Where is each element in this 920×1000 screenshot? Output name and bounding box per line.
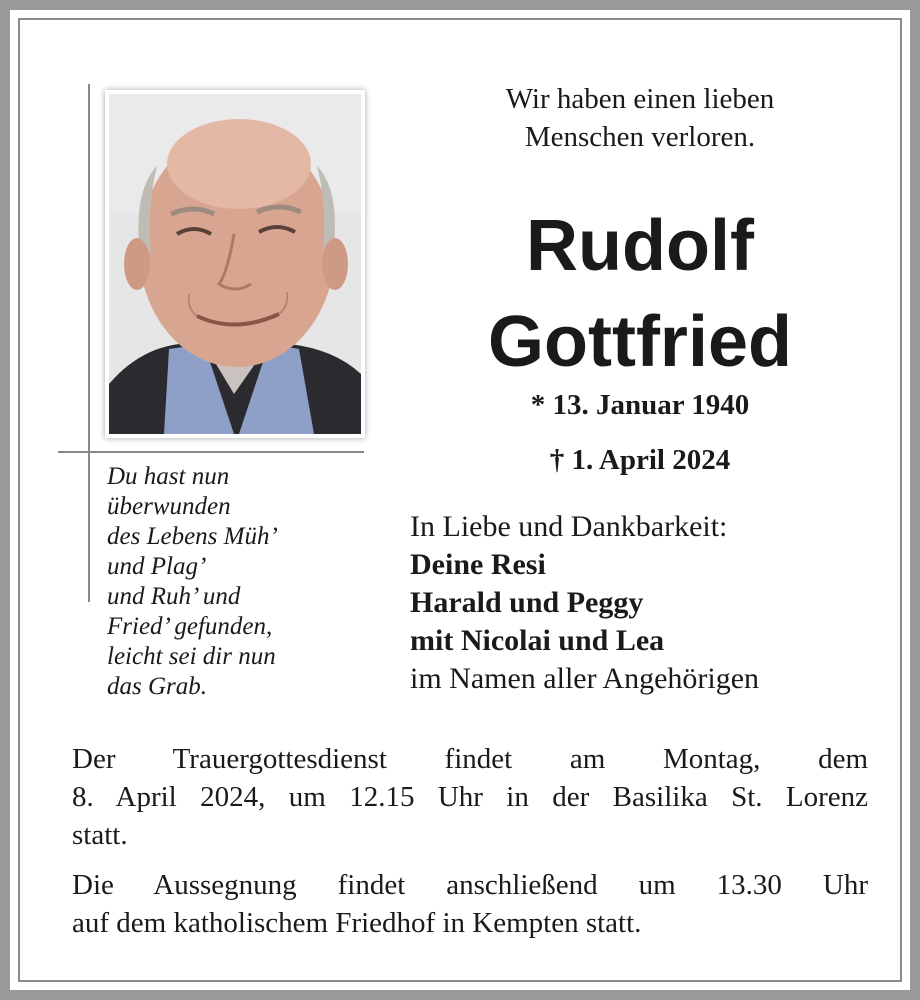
intro-line: Wir haben einen lieben (505, 83, 775, 115)
service-line: statt. (72, 819, 128, 851)
death-date: † 1. April 2024 (549, 444, 731, 476)
mourner-name: mit Nicolai und Lea (410, 624, 665, 657)
last-name: Gottfried (488, 302, 792, 382)
service-line: Der Trauergottesdienst findet am Montag, dem (72, 743, 868, 775)
thanks-closing: im Namen aller Angehörigen (410, 662, 760, 695)
blessing-line: Die Aussegnung findet anschließend um 13.30 Uhr (72, 869, 868, 901)
thanks-intro: In Liebe und Dankbarkeit: (410, 510, 728, 543)
poem-line: Fried’ gefunden, (107, 613, 273, 640)
horizontal-divider (58, 451, 364, 453)
obituary-card (10, 10, 910, 990)
poem-line: leicht sei dir nun (107, 643, 276, 670)
service-line: 8. April 2024, um 12.15 Uhr in der Basilika St. Lorenz (72, 781, 868, 813)
life-dates (440, 378, 840, 488)
service-announcement (72, 740, 868, 854)
poem-line: Du hast nun (107, 463, 230, 490)
poem-line: und Plag’ (107, 553, 207, 580)
poem-line: das Grab. (107, 673, 208, 700)
blessing-announcement (72, 866, 868, 942)
blessing-line: auf dem katholischem Friedhof in Kempten statt. (72, 907, 642, 939)
mourner-name: Deine Resi (410, 548, 546, 581)
poem-line: des Lebens Müh’ (107, 523, 278, 550)
mourner-name: Harald und Peggy (410, 586, 644, 619)
mourners-block (410, 508, 890, 698)
poem-line: und Ruh’ und (107, 583, 241, 610)
vertical-divider (88, 84, 90, 602)
poem (107, 462, 367, 702)
poem-line: überwunden (107, 493, 231, 520)
portrait-photo (105, 90, 365, 438)
birth-date: * 13. Januar 1940 (530, 389, 750, 421)
first-name: Rudolf (526, 206, 754, 286)
portrait-illustration (109, 94, 361, 434)
intro-text (450, 80, 830, 156)
deceased-name (430, 198, 850, 390)
intro-line: Menschen verloren. (524, 121, 756, 153)
